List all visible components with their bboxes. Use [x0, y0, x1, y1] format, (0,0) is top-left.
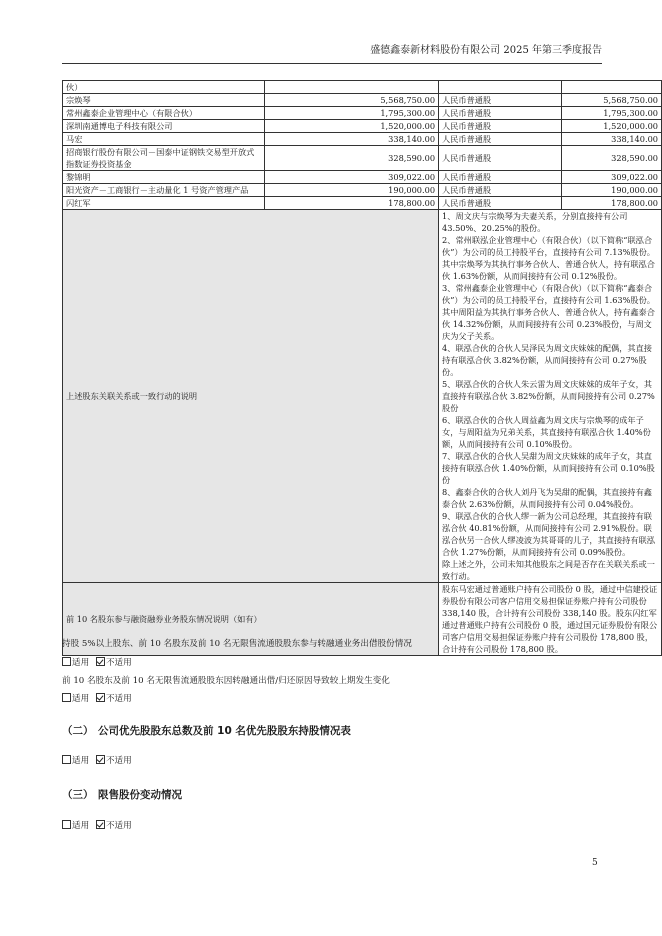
holder-name: 常州鑫泰企业管理中心（有限合伙） [63, 107, 265, 120]
holder-shares: 1,795,300.00 [265, 107, 439, 120]
holder-shares: 338,140.00 [265, 133, 439, 146]
relation-item: 9、联泓合伙的合伙人缪一新为公司总经理，其直接持有联泓合伙 40.81%份额，从而间接持有公司 2.91%股份。联泓合伙另一合伙人缪凌波为其哥哥的儿子，其直接持有联泓合伙 1.27%份额，从而间接持有公司 0.09%股份。 [442, 511, 655, 557]
relation-item: 除上述之外，公司未知其他股东之间是否存在关联关系或一致行动。 [442, 559, 655, 581]
share-type [439, 81, 561, 94]
holder-shares: 190,000.00 [265, 184, 439, 197]
share-amount: 1,795,300.00 [561, 107, 661, 120]
share-type: 人民币普通股 [439, 146, 561, 171]
share-type: 人民币普通股 [439, 94, 561, 107]
share-amount: 309,022.00 [561, 171, 661, 184]
section-2-options [62, 755, 132, 767]
checked-box-icon[interactable] [96, 693, 105, 702]
holder-shares: 5,568,750.00 [265, 94, 439, 107]
lending-options [62, 657, 132, 669]
share-amount: 1,520,000.00 [561, 120, 661, 133]
holder-name: 黎锦明 [63, 171, 265, 184]
share-type: 人民币普通股 [439, 107, 561, 120]
not-applicable-label: 不适用 [105, 658, 132, 668]
share-type: 人民币普通股 [439, 171, 561, 184]
holder-shares: 1,520,000.00 [265, 120, 439, 133]
lending-change-question: 前 10 名股东及前 10 名无限售流通股股东因转融通出借/归还原因导致较上期发生变化 [62, 676, 390, 686]
table-row [63, 120, 662, 133]
share-amount: 328,590.00 [561, 146, 661, 171]
unchecked-box-icon[interactable] [62, 820, 71, 829]
checked-box-icon[interactable] [96, 657, 105, 666]
table-row [63, 107, 662, 120]
holder-name: 闪红军 [63, 197, 265, 210]
holder-name: 阳光资产－工商银行－主动量化 1 号资产管理产品 [63, 184, 265, 197]
relation-item: 7、联泓合伙的合伙人吴甜为周文庆妹妹的成年子女，其直接持有联泓合伙 1.40%份额，从而间接持有公司 0.10%股份 [442, 451, 655, 485]
holder-name: 招商银行股份有限公司－国泰中证钢铁交易型开放式指数证券投资基金 [63, 146, 265, 171]
share-type: 人民币普通股 [439, 197, 561, 210]
page-number: 5 [592, 858, 598, 868]
margin-label: 前 10 名股东参与融资融券业务股东情况说明（如有） [63, 583, 439, 656]
section-heading: 公司优先股股东总数及前 10 名优先股股东持股情况表 [98, 725, 351, 737]
shareholders-table [62, 80, 662, 656]
share-amount: 178,800.00 [561, 197, 661, 210]
share-amount: 190,000.00 [561, 184, 661, 197]
holder-shares [265, 81, 439, 94]
table-row [63, 171, 662, 184]
header-rule [62, 63, 602, 64]
not-applicable-label: 不适用 [105, 756, 132, 766]
relation-item: 2、常州联泓企业管理中心（有限合伙）（以下简称“联泓合伙”）为公司的员工持股平台，直接持有公司 7.13%股份。其中宗焕琴为其执行事务合伙人、普通合伙人，持有联泓合伙 1.63%份额，从而间接持有公司 0.12%股份。 [442, 235, 655, 281]
section-3-title [62, 788, 182, 802]
relation-label: 上述股东关联关系或一致行动的说明 [63, 210, 439, 583]
relation-item: 8、鑫泰合伙的合伙人刘丹飞为吴甜的配偶，其直接持有鑫泰合伙 2.63%份额，从而间接持有公司 0.04%股份。 [442, 487, 652, 509]
table-row [63, 81, 662, 94]
share-type: 人民币普通股 [439, 133, 561, 146]
share-amount: 5,568,750.00 [561, 94, 661, 107]
share-type: 人民币普通股 [439, 120, 561, 133]
table-row [63, 146, 662, 171]
applicable-label: 适用 [72, 756, 90, 766]
applicable-label: 适用 [72, 694, 90, 704]
margin-description: 股东马宏通过普通账户持有公司股份 0 股，通过中信建投证券股份有限公司客户信用交易担保证券账户持有公司股份 338,140 股，合计持有公司股份 338,140 股。股东闪红军通过普通账户持有公司股份 0 股，通过国元证券股份有限公司客户信用交易担保证券账户持有公司股份 178,800 股，合计持有公司股份 178,800 股。 [439, 583, 662, 656]
section-heading: 限售股份变动情况 [98, 789, 182, 801]
holder-name: 深圳南通博电子科技有限公司 [63, 120, 265, 133]
table-row [63, 197, 662, 210]
table-row [63, 184, 662, 197]
holder-name: 宗焕琴 [63, 94, 265, 107]
applicable-label: 适用 [72, 658, 90, 668]
report-header: 盛德鑫泰新材料股份有限公司 2025 年第三季度报告 [370, 45, 602, 56]
holder-shares: 178,800.00 [265, 197, 439, 210]
relation-row [63, 210, 662, 583]
checked-box-icon[interactable] [96, 820, 105, 829]
section-3-options [62, 820, 132, 832]
share-type: 人民币普通股 [439, 184, 561, 197]
holder-name: 伙） [63, 81, 265, 94]
not-applicable-label: 不适用 [105, 821, 132, 831]
unchecked-box-icon[interactable] [62, 693, 71, 702]
section-number: （二） [62, 725, 94, 737]
applicable-label: 适用 [72, 821, 90, 831]
relation-item: 3、常州鑫泰企业管理中心（有限合伙）（以下简称“鑫泰合伙”）为公司的员工持股平台，直接持有公司 1.63%股份。其中周阳益为其执行事务合伙人、普通合伙人，持有鑫泰合伙 14.32%份额，从而间接持有公司 0.23%股份，与周文庆为父子关系。 [442, 283, 655, 341]
share-amount: 338,140.00 [561, 133, 661, 146]
holder-shares: 309,022.00 [265, 171, 439, 184]
not-applicable-label: 不适用 [105, 694, 132, 704]
checked-box-icon[interactable] [96, 755, 105, 764]
lending-question: 持股 5%以上股东、前 10 名股东及前 10 名无限售流通股股东参与转融通业务出借股份情况 [62, 639, 412, 649]
table-row [63, 94, 662, 107]
relation-item: 6、联泓合伙的合伙人周益鑫为周文庆与宗焕琴的成年子女，与周阳益为兄弟关系，其直接持有联泓合伙 1.40%份额，从而间接持有公司 0.10%股份。 [442, 415, 651, 449]
table-row [63, 133, 662, 146]
section-number: （三） [62, 789, 94, 801]
relation-item: 4、联泓合伙的合伙人吴泽民为周文庆妹妹的配偶，其直接持有联泓合伙 3.82%份额，从而间接持有公司 0.27%股份。 [442, 343, 652, 377]
unchecked-box-icon[interactable] [62, 755, 71, 764]
lending-change-options [62, 693, 132, 705]
holder-shares: 328,590.00 [265, 146, 439, 171]
relation-item: 1、周文庆与宗焕琴为夫妻关系，分别直接持有公司 43.50%、20.25%的股份。 [442, 211, 628, 233]
relation-description [439, 210, 662, 583]
relation-item: 5、联泓合伙的合伙人朱云雷为周文庆妹妹的成年子女，其直接持有联泓合伙 3.82%份额，从而间接持有公司 0.27%股份 [442, 379, 655, 413]
share-amount [561, 81, 661, 94]
section-2-title [62, 724, 351, 738]
holder-name: 马宏 [63, 133, 265, 146]
unchecked-box-icon[interactable] [62, 657, 71, 666]
